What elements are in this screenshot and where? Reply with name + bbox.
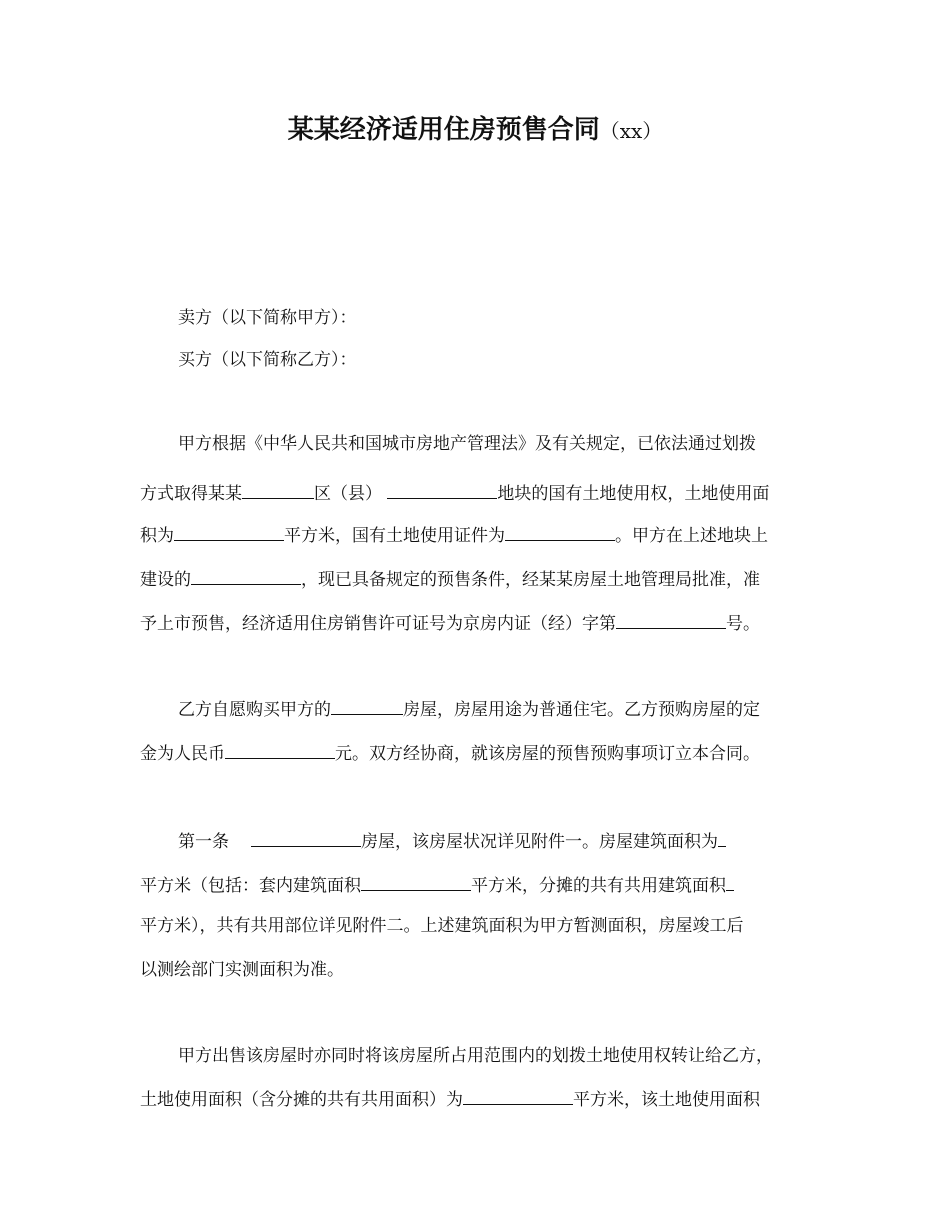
text-run: 甲方出售该房屋时亦同时将该房屋所占用范围内的划拨土地使用权转让给乙方， — [178, 1046, 773, 1066]
paragraph-1-line-4 — [140, 566, 760, 592]
text-run: 积为 — [140, 526, 174, 546]
text-run: ，现已具备规定的预售条件，经某某房屋土地管理局批准，准 — [301, 570, 760, 590]
article-number: 第一条 — [178, 832, 229, 852]
text-run: 地块的国有土地使用权，土地使用面 — [497, 484, 770, 504]
land-area-blank — [174, 522, 284, 541]
paragraph-1-line-1 — [178, 432, 756, 456]
text-run: 予上市预售，经济适用住房销售许可证号为京房内证（经）字第 — [140, 614, 616, 634]
paragraph-1-line-2 — [140, 480, 769, 506]
text-run: 房屋，该房屋状况详见附件一。房屋建筑面积为 — [361, 832, 718, 852]
project-blank — [191, 566, 301, 585]
paragraph-1-line-3 — [140, 522, 768, 548]
paragraph-4-line-1 — [178, 1044, 773, 1068]
paragraph-1-line-5 — [140, 610, 760, 636]
paragraph-4-line-2 — [140, 1086, 760, 1112]
land-use-area-blank — [463, 1086, 573, 1105]
text-run: 甲方根据《中华人民共和国城市房地产管理法》及有关规定，已依法通过划拨 — [178, 434, 756, 454]
text-run: 元。双方经协商，就该房屋的预售预购事项订立本合同。 — [335, 744, 760, 764]
title-suffix: （xx） — [599, 119, 663, 143]
text-run: 平方米，国有土地使用证件为 — [284, 526, 505, 546]
seller-line — [178, 306, 357, 330]
house-location-blank — [251, 828, 361, 847]
seller-label: 卖方（以下简称甲方）： — [178, 308, 357, 328]
article-1-line-1 — [178, 828, 726, 854]
article-1-line-3 — [140, 914, 744, 938]
plot-blank — [387, 480, 497, 499]
district-blank — [242, 480, 314, 499]
text-run: 区（县） — [314, 484, 382, 504]
text-run: 方式取得某某 — [140, 484, 242, 504]
shared-area-blank — [726, 872, 734, 891]
text-run: 土地使用面积（含分摊的共有共用面积）为 — [140, 1090, 463, 1110]
text-run: 平方米，分摊的共有共用建筑面积 — [471, 876, 726, 896]
buyer-line — [178, 348, 357, 372]
title-main: 某某经济适用住房预售合同 — [287, 115, 600, 145]
text-run: 房屋，房屋用途为普通住宅。乙方预购房屋的定 — [403, 700, 760, 720]
house-blank — [331, 696, 403, 715]
text-run: 以测绘部门实测面积为准。 — [140, 960, 344, 980]
text-run: 平方米（包括：套内建筑面积 — [140, 876, 361, 896]
text-run: 。甲方在上述地块上 — [615, 526, 768, 546]
building-area-blank — [718, 828, 726, 847]
text-run: 金为人民币 — [140, 744, 225, 764]
paragraph-2-line-2 — [140, 740, 760, 766]
inner-area-blank — [361, 872, 471, 891]
deposit-blank — [225, 740, 335, 759]
land-certificate-blank — [505, 522, 615, 541]
text-run: 建设的 — [140, 570, 191, 590]
text-run: 乙方自愿购买甲方的 — [178, 700, 331, 720]
buyer-label: 买方（以下简称乙方）： — [178, 350, 357, 370]
article-1-line-2 — [140, 872, 734, 898]
text-run: 平方米），共有共用部位详见附件二。上述建筑面积为甲方暂测面积，房屋竣工后 — [140, 916, 744, 936]
document-title — [0, 112, 950, 149]
article-1-line-4 — [140, 958, 344, 982]
text-run: 平方米，该土地使用面积 — [573, 1090, 760, 1110]
permit-number-blank — [616, 610, 726, 629]
paragraph-2-line-1 — [178, 696, 760, 722]
text-run: 号。 — [726, 614, 760, 634]
